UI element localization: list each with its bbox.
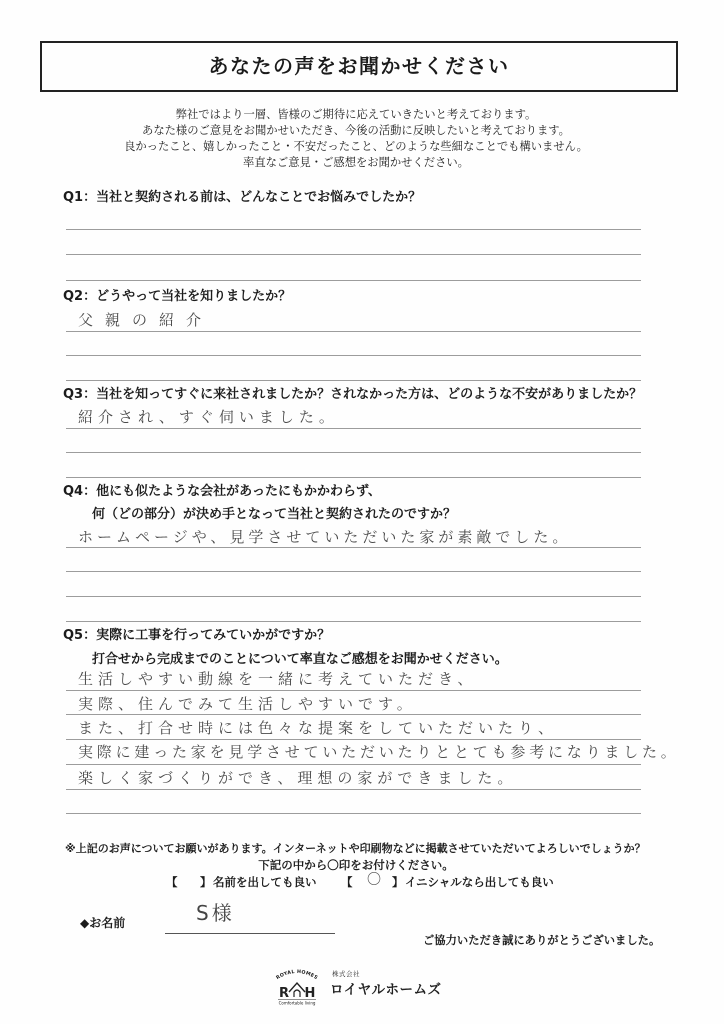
question-4-sublabel: 何（どの部分）が決め手となって当社と契約されたのですか？ xyxy=(92,507,457,522)
answer-rule xyxy=(66,428,641,429)
answer-rule xyxy=(66,571,641,572)
answer-rule xyxy=(66,280,641,281)
answer-rule xyxy=(66,229,641,230)
logo-roof-icon xyxy=(289,983,305,992)
intro-line: あなた様のご意見をお聞かせいただき、今後の活動に反映したいと考えております。 xyxy=(142,124,570,137)
name-value: S様 xyxy=(196,901,235,925)
logo-mark-right: H xyxy=(304,986,316,1001)
circle-mark: 〇 xyxy=(367,872,381,888)
consent-note: ※上記のお声についてお願いがあります。インターネットや印刷物などに掲載させていただいてよろしいでしょうか？ xyxy=(65,842,646,855)
answer-rule xyxy=(66,477,641,478)
consent-instruction: 下記の中から〇印をお付けください。 xyxy=(258,858,454,872)
answer-rule xyxy=(66,596,641,597)
question-5-answer-line: 実際、住んでみて生活しやすいです。 xyxy=(78,695,417,713)
page-title: あなたの声をお聞かせください xyxy=(208,54,510,78)
answer-rule xyxy=(66,380,641,381)
answer-rule xyxy=(66,813,641,814)
option-label: 名前を出しても良い xyxy=(213,875,317,889)
answer-rule xyxy=(66,789,641,790)
consent-option-initial xyxy=(341,874,571,890)
question-5-answer-line: 楽しく家づくりができ、理想の家ができました。 xyxy=(78,769,518,787)
answer-rule xyxy=(66,714,641,715)
question-2-label: Q2：どうやって当社を知りましたか？ xyxy=(63,289,292,304)
title-box xyxy=(40,41,678,92)
bracket-close: 】 xyxy=(200,875,212,889)
logo-door-icon xyxy=(294,990,300,997)
question-3-label: Q3：当社を知ってすぐに来社されましたか？されなかった方は、どのような不安がありましたか？ xyxy=(63,387,643,402)
company-prefix: 株式会社 xyxy=(332,970,360,978)
answer-rule xyxy=(66,690,641,691)
intro-line: 良かったこと、嬉しかったこと・不安だったこと、どのような些細なことでも構いません。 xyxy=(124,140,588,153)
thanks-message: ご協力いただき誠にありがとうございました。 xyxy=(423,934,661,947)
question-4-label: Q4：他にも似たような会社があったにもかかわらず、 xyxy=(63,484,381,499)
question-5-answer-line: また、打合せ時には色々な提案をしていただいたり、 xyxy=(78,719,559,737)
answer-rule xyxy=(66,452,641,453)
bracket-open: 【 xyxy=(341,875,353,889)
question-2-answer: 父親の紹介 xyxy=(78,311,214,329)
answer-rule xyxy=(66,764,641,765)
consent-option-name xyxy=(166,874,336,890)
intro-line: 弊社ではより一層、皆様のご期待に応えていきたいと考えております。 xyxy=(175,108,537,121)
question-5-sublabel: 打合せから完成までのことについて率直なご感想をお聞かせください。 xyxy=(92,652,508,667)
bracket-open: 【 xyxy=(166,875,178,889)
question-3-answer: 紹介され、すぐ伺いました。 xyxy=(78,408,339,426)
answer-rule xyxy=(66,739,641,740)
answer-rule xyxy=(66,254,641,255)
answer-rule xyxy=(66,547,641,548)
logo-arc-text: ROYAL HOMES xyxy=(275,969,319,982)
logo-tagline: Comfortable living xyxy=(278,1000,316,1006)
name-underline xyxy=(165,933,335,934)
royal-homes-logo-icon xyxy=(274,966,320,1008)
question-5-label: Q5：実際に工事を行ってみていかがですか？ xyxy=(63,628,331,643)
answer-rule xyxy=(66,331,641,332)
question-4-answer: ホームページや、見学させていただいた家が素敵でした。 xyxy=(78,528,572,546)
answer-rule xyxy=(66,621,641,622)
name-label: ◆お名前 xyxy=(80,916,126,930)
logo-mark-left: R xyxy=(278,986,290,1001)
company-name: ロイヤルホームズ xyxy=(330,982,442,998)
bracket-close: 】 xyxy=(392,875,404,889)
svg-text:ROYAL HOMES xyxy=(275,969,319,981)
question-5-answer-line: 生活しやすい動線を一緒に考えていただき、 xyxy=(78,670,478,688)
answer-rule xyxy=(66,355,641,356)
question-5-answer-line: 実際に建った家を見学させていただいたりととても参考になりました。 xyxy=(78,743,680,761)
question-1-label: Q1：当社と契約される前は、どんなことでお悩みでしたか？ xyxy=(63,190,422,205)
intro-line: 率直なご意見・ご感想をお聞かせください。 xyxy=(243,156,469,169)
option-label: イニシャルなら出しても良い xyxy=(405,875,554,889)
